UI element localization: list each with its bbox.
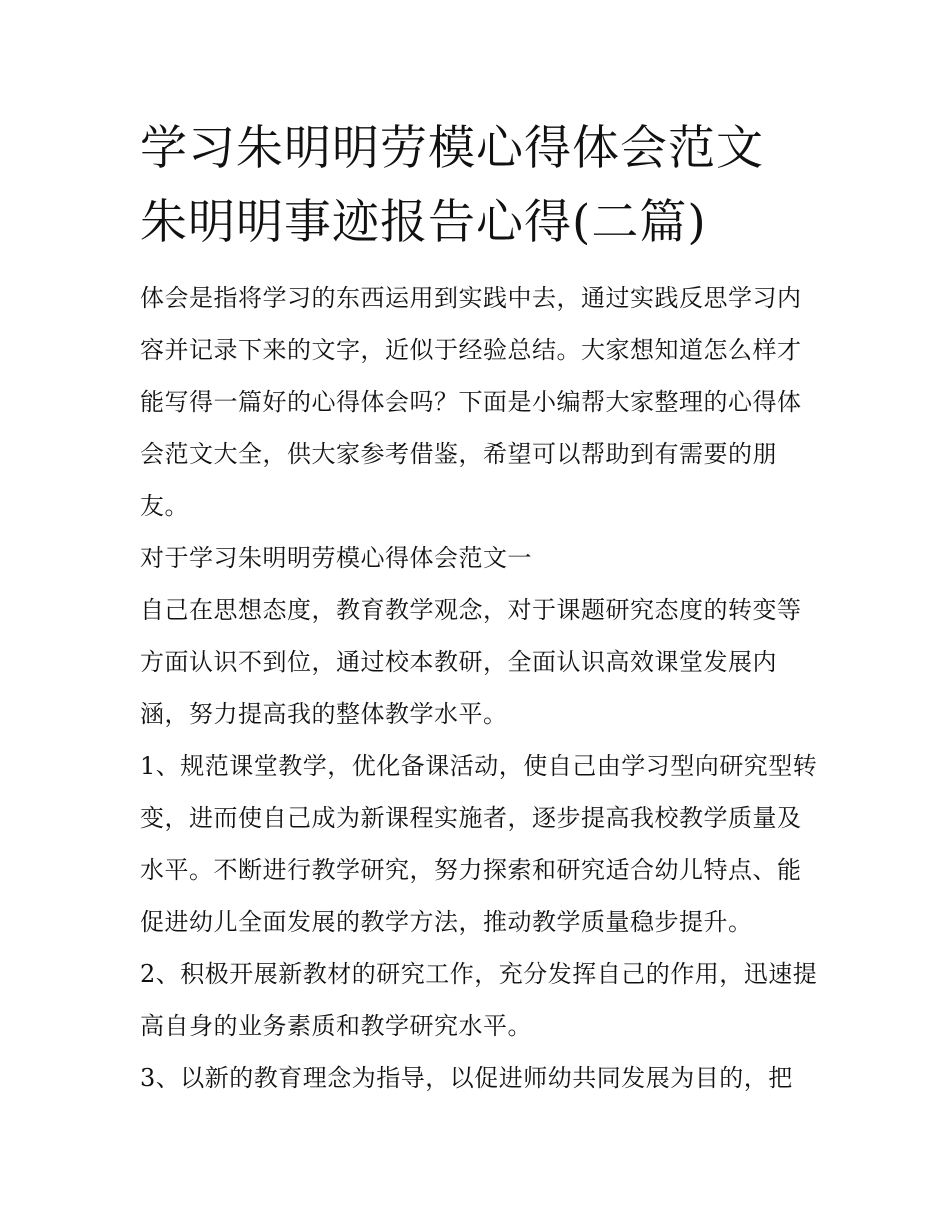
list-item-2: 2、积极开展新教材的研究工作，充分发挥自己的作用，迅速提高自身的业务素质和教学研究水平。 — [140, 960, 818, 1040]
body-paragraph-1: 自己在思想态度，教育教学观念，对于课题研究态度的转变等方面认识不到位，通过校本教研，全面认识高效课堂发展内涵，努力提高我的整体教学水平。 — [140, 596, 802, 728]
title-line-1: 学习朱明明劳模心得体会范文 — [140, 121, 764, 176]
list-item-1: 1、规范课堂教学，优化备课活动，使自己由学习型向研究型转变，进而使自己成为新课程实施者，逐步提高我校教学质量及水平。不断进行教学研究，努力探索和研究适合幼儿特点、能促进幼儿全面发展的教学方法，推动教学质量稳步提升。 — [140, 752, 818, 936]
document-title — [140, 112, 820, 260]
intro-paragraph: 体会是指将学习的东西运用到实践中去，通过实践反思学习内容并记录下来的文字，近似于经验总结。大家想知道怎么样才能写得一篇好的心得体会吗？下面是小编帮大家整理的心得体会范文大全，供大家参考借鉴，希望可以帮助到有需要的朋友。 — [140, 284, 802, 520]
title-line-2: 朱明明事迹报告心得(二篇) — [140, 195, 707, 250]
document-page — [140, 112, 820, 1104]
list-item-3: 3、以新的教育理念为指导，以促进师幼共同发展为目的，把 — [140, 1064, 793, 1092]
section-heading: 对于学习朱明明劳模心得体会范文一 — [140, 544, 532, 572]
